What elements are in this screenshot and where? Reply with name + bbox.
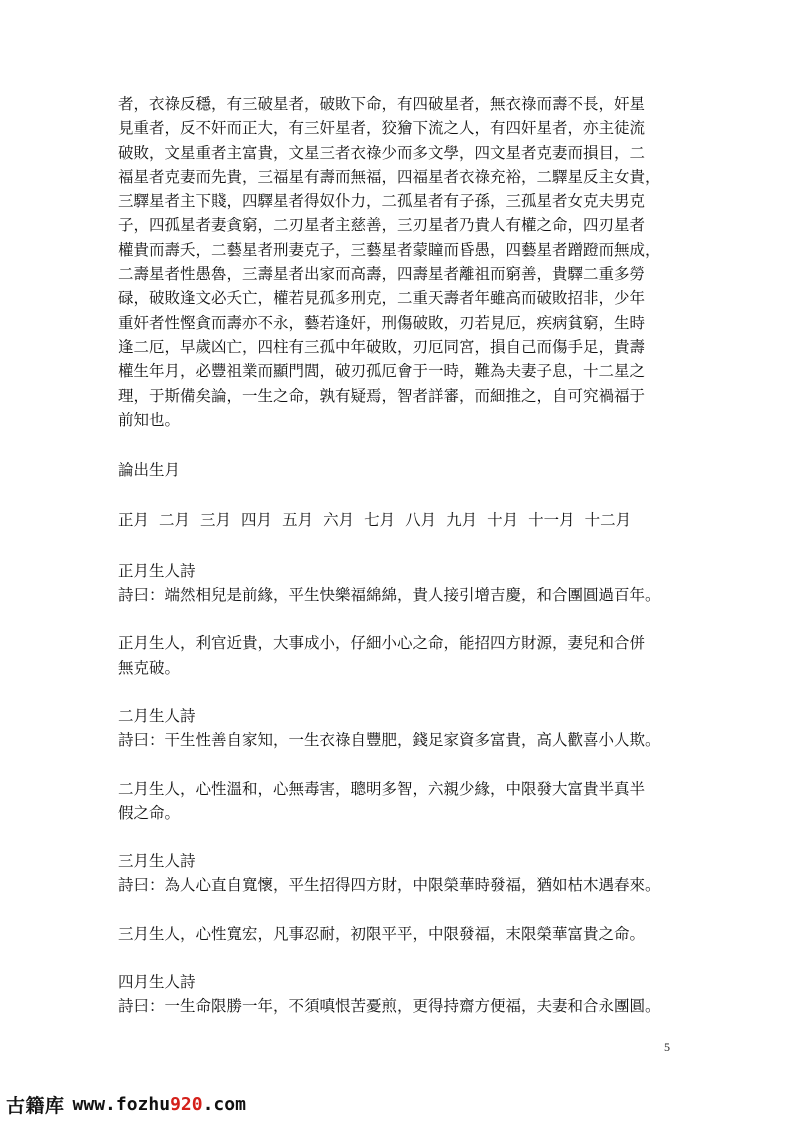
month-item: 正月 [118, 511, 150, 530]
entry-poem: 詩曰：一生命限勝一年，不須嗔恨苦憂煎，更得持齋方便福，夫妻和合永團圓。 [118, 997, 661, 1016]
text-line: 者，衣祿反穩，有三破星者，破敗下命，有四破星者，無衣祿而壽不長，奸星 [118, 95, 646, 113]
text-line: 破敗，文星重者主富貴，文星三者衣祿少而多文學，四文星者克妻而損目，二 [118, 143, 646, 162]
entry-poem: 詩曰：端然相兒是前緣，平生快樂福綿綿，貴人接引增吉慶，和合團圓過百年。 [118, 586, 661, 605]
month-entry-2 [118, 704, 684, 825]
entry-desc-line: 無克破。 [118, 658, 181, 677]
text-line: 見重者，反不奸而正大，有三奸星者，狡獪下流之人，有四奸星者，亦主徒流 [118, 119, 646, 138]
entry-title: 四月生人詩 [118, 973, 196, 992]
text-line: 碌，破敗逢文必夭亡，權若見孤多刑克，二重天壽者年雖高而破敗招非，少年 [118, 289, 646, 308]
month-item: 五月 [282, 511, 314, 530]
entry-title: 二月生人詩 [118, 706, 196, 725]
entry-desc-line: 二月生人，心性溫和，心無毒害，聰明多智，六親少緣，中限發大富貴半真半 [118, 779, 646, 798]
month-list [118, 508, 684, 532]
entry-title: 三月生人詩 [118, 852, 196, 871]
text-line: 權生年月，必豐祖業而顯門閭，破刃孤厄會于一時，難為夫妻子息，十二星之 [118, 362, 646, 381]
month-item: 七月 [364, 511, 396, 530]
watermark-footer [6, 1090, 246, 1118]
month-item: 八月 [405, 511, 437, 530]
month-item: 四月 [241, 511, 273, 530]
entry-desc-line: 假之命。 [118, 803, 181, 822]
month-item: 十一月 [528, 511, 575, 530]
section-title: 論出生月 [118, 461, 181, 480]
month-item: 十月 [487, 511, 519, 530]
month-item: 二月 [159, 511, 191, 530]
text-line: 理，于斯備矣論，一生之命，孰有疑焉，智者詳審，而細推之，自可究禍福于 [118, 386, 646, 405]
month-item: 九月 [446, 511, 478, 530]
month-item: 三月 [200, 511, 232, 530]
month-entry-3 [118, 849, 684, 946]
text-line: 福星者克妻而先貴，三福星有壽而無福，四福星者衣祿充裕，二驛星反主女貴， [118, 167, 661, 186]
intro-paragraph [118, 92, 684, 432]
text-line: 三驛星者主下賤，四驛星者得奴仆力，二孤星者有子孫，三孤星者女克夫男克 [118, 192, 646, 211]
entry-desc-line: 正月生人，利官近貴，大事成小，仔細小心之命，能招四方財源，妻兒和合併 [118, 634, 646, 653]
text-line: 重奸者性慳貪而壽亦不永，藝若逢奸，刑傷破敗，刃若見厄，疾病貧窮，生時 [118, 313, 646, 332]
entry-desc-line: 三月生人，心性寬宏，凡事忍耐，初限平平，中限發福，末限榮華富貴之命。 [118, 924, 646, 943]
site-url [73, 1094, 246, 1115]
text-line: 子，四孤星者妻貪窮，二刃星者主慈善，三刃星者乃貴人有權之命，四刃星者 [118, 216, 646, 235]
url-number: 920 [170, 1093, 203, 1115]
entry-title: 正月生人詩 [118, 561, 196, 580]
month-item: 六月 [323, 511, 355, 530]
text-line: 逢二厄，早歲凶亡，四柱有三孤中年破敗，刃厄同宮，損自己而傷手足，貴壽 [118, 337, 646, 356]
text-line: 權貴而壽夭，二藝星者刑妻克子，三藝星者蒙瞳而昏愚，四藝星者蹭蹬而無成， [118, 240, 661, 259]
text-line: 前知也。 [118, 410, 181, 429]
entry-poem: 詩曰：為人心直自寬懷，平生招得四方財，中限榮華時發福，猶如枯木遇春來。 [118, 876, 661, 895]
month-entry-1 [118, 559, 684, 680]
month-entry-4 [118, 970, 684, 1019]
page-number: 5 [664, 1040, 670, 1054]
entry-poem: 詩曰：干生性善自家知，一生衣祿自豐肥，錢足家資多富貴，高人歡喜小人欺。 [118, 731, 661, 750]
site-brand: 古籍库 [6, 1094, 65, 1117]
url-suffix: .com [202, 1093, 246, 1115]
month-item: 十二月 [584, 511, 632, 530]
text-line: 二壽星者性愚魯，三壽星者出家而高壽，四壽星者離祖而窮善，貴驛二重多勞 [118, 265, 646, 284]
page-content [118, 92, 684, 1019]
url-prefix: www.fozhu [72, 1093, 171, 1115]
